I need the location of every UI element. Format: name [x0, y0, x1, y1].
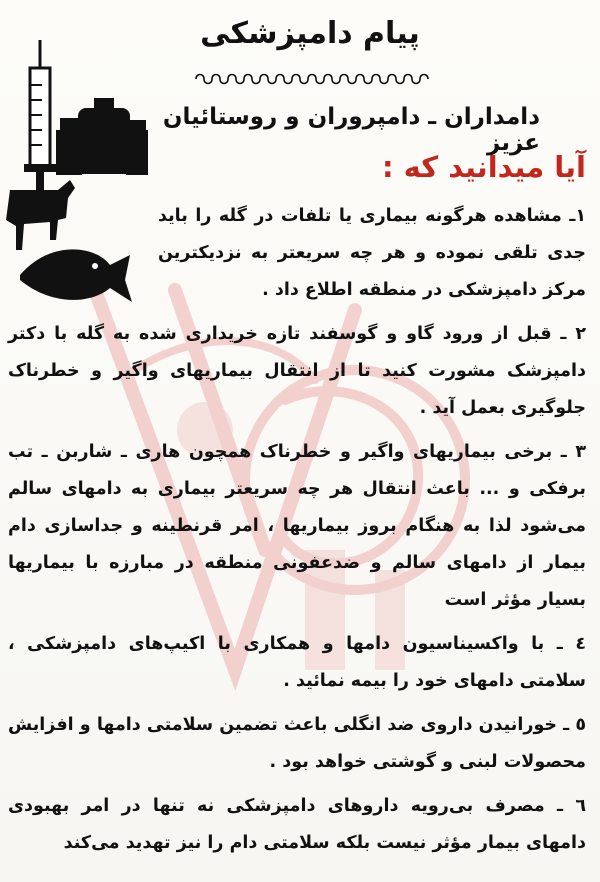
page-subtitle: دامداران ـ دامپروران و روستائیان عزیز [162, 104, 540, 156]
ornament-border [190, 68, 440, 90]
advice-paragraph-4: ٤ ـ با واکسیناسیون دامها و همکاری با اکیپ‌های دامپزشکی ، سلامتی دامهای خود را بیمه نمائید . [8, 634, 586, 691]
advice-paragraph-1: ۱ـ مشاهده هرگونه بیماری یا تلفات در گله را باید جدی تلقی نموده و هر چه سریعتر به نزدیکترین مرکز دامپزشکی در منطقه اطلاع داد . [158, 206, 586, 300]
advice-paragraph-6: ٦ ـ مصرف بی‌رویه داروهای دامپزشکی نه تنها در امر بهبودی دامهای بیمار مؤثر نیست بلکه سلامتی دام را نیز تهدید می‌کند [8, 796, 586, 853]
advice-paragraph-2: ۲ ـ قبل از ورود گاو و گوسفند تازه خریداری شده به گله با دکتر دامپزشک مشورت کنید تا از انتقال بیماریهای واگیر و خطرناک جلوگیری بعمل آید . [8, 324, 586, 418]
advice-list [8, 198, 586, 869]
advice-paragraph-3: ۳ ـ برخی بیماریهای واگیر و خطرناک همچون هاری ـ شاربن ـ تب برفکی و ... باعث انتقال هر چه سریعتر بیماری به دامهای سالم می‌شود لذا به هنگام بروز بیماریها ، امر قرنطینه و جداسازی دام بیمار از دامهای سالم و ضدعفونی منطقه در مبارزه با بیماریها بسیار مؤثر است [8, 442, 586, 610]
page-title: پیام دامپزشکی [200, 16, 420, 51]
question-heading: آیا میدانید که : [381, 150, 586, 184]
advice-paragraph-5: ٥ ـ خورانیدن داروی ضد انگلی باعث تضمین سلامتی دامها و افزایش محصولات لبنی و گوشتی خواهد بود . [8, 715, 586, 772]
